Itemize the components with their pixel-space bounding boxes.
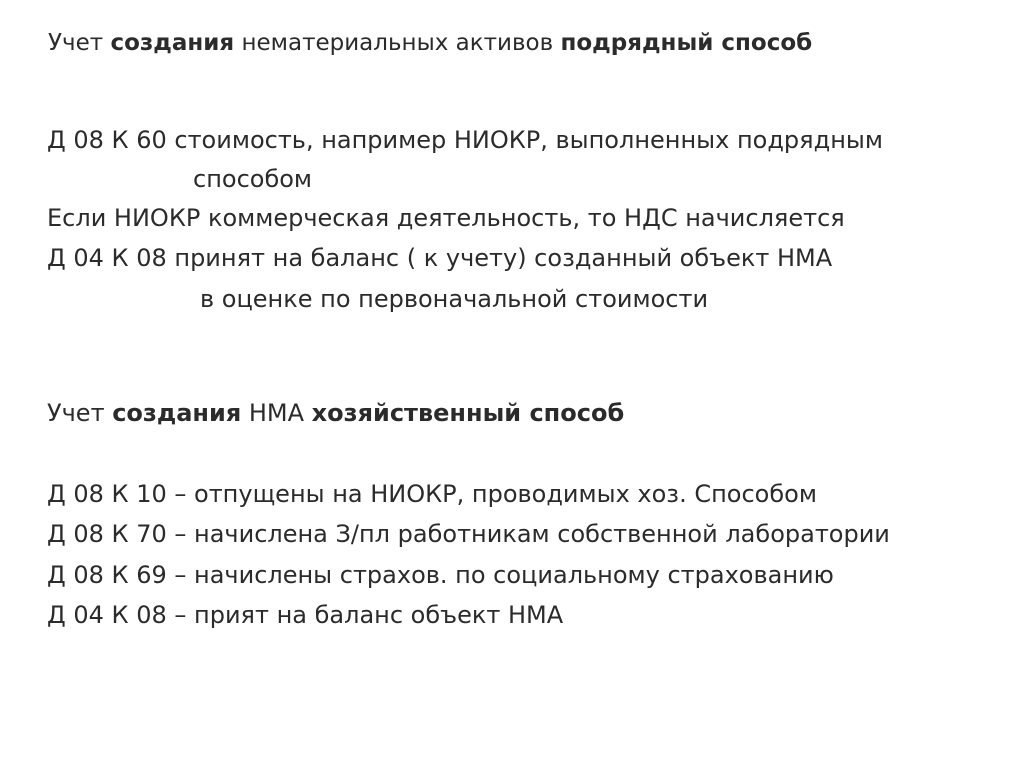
section2-heading-bold1: создания bbox=[112, 399, 242, 427]
section2-heading-bold2: хозяйственный способ bbox=[311, 399, 625, 427]
section2-heading-part2: НМА bbox=[241, 399, 312, 427]
section2-line-2: Д 08 К 70 – начислена З/пл работникам собственной лаборатории bbox=[47, 520, 890, 548]
section1-heading-bold2: подрядный способ bbox=[560, 30, 813, 56]
section2-heading bbox=[47, 398, 624, 428]
section2-heading-part1: Учет bbox=[47, 399, 113, 427]
section1-line-3: Если НИОКР коммерческая деятельность, то НДС начисляется bbox=[47, 204, 845, 232]
section2-line-3: Д 08 К 69 – начислены страхов. по социальному страхованию bbox=[47, 561, 834, 589]
section1-line-1: Д 08 К 60 стоимость, например НИОКР, выполненных подрядным bbox=[47, 126, 883, 154]
section1-heading bbox=[48, 28, 812, 58]
section1-heading-part1: Учет bbox=[48, 30, 111, 56]
section2-line-1: Д 08 К 10 – отпущены на НИОКР, проводимых хоз. Способом bbox=[47, 480, 817, 508]
section2-line-4: Д 04 К 08 – прият на баланс объект НМА bbox=[47, 601, 564, 629]
section1-line-2: способом bbox=[193, 165, 313, 193]
section1-heading-bold1: создания bbox=[110, 30, 235, 56]
section1-line-4: Д 04 К 08 принят на баланс ( к учету) созданный объект НМА bbox=[47, 244, 833, 272]
section1-heading-part2: нематериальных активов bbox=[234, 30, 561, 56]
section1-line-5: в оценке по первоначальной стоимости bbox=[200, 285, 709, 313]
